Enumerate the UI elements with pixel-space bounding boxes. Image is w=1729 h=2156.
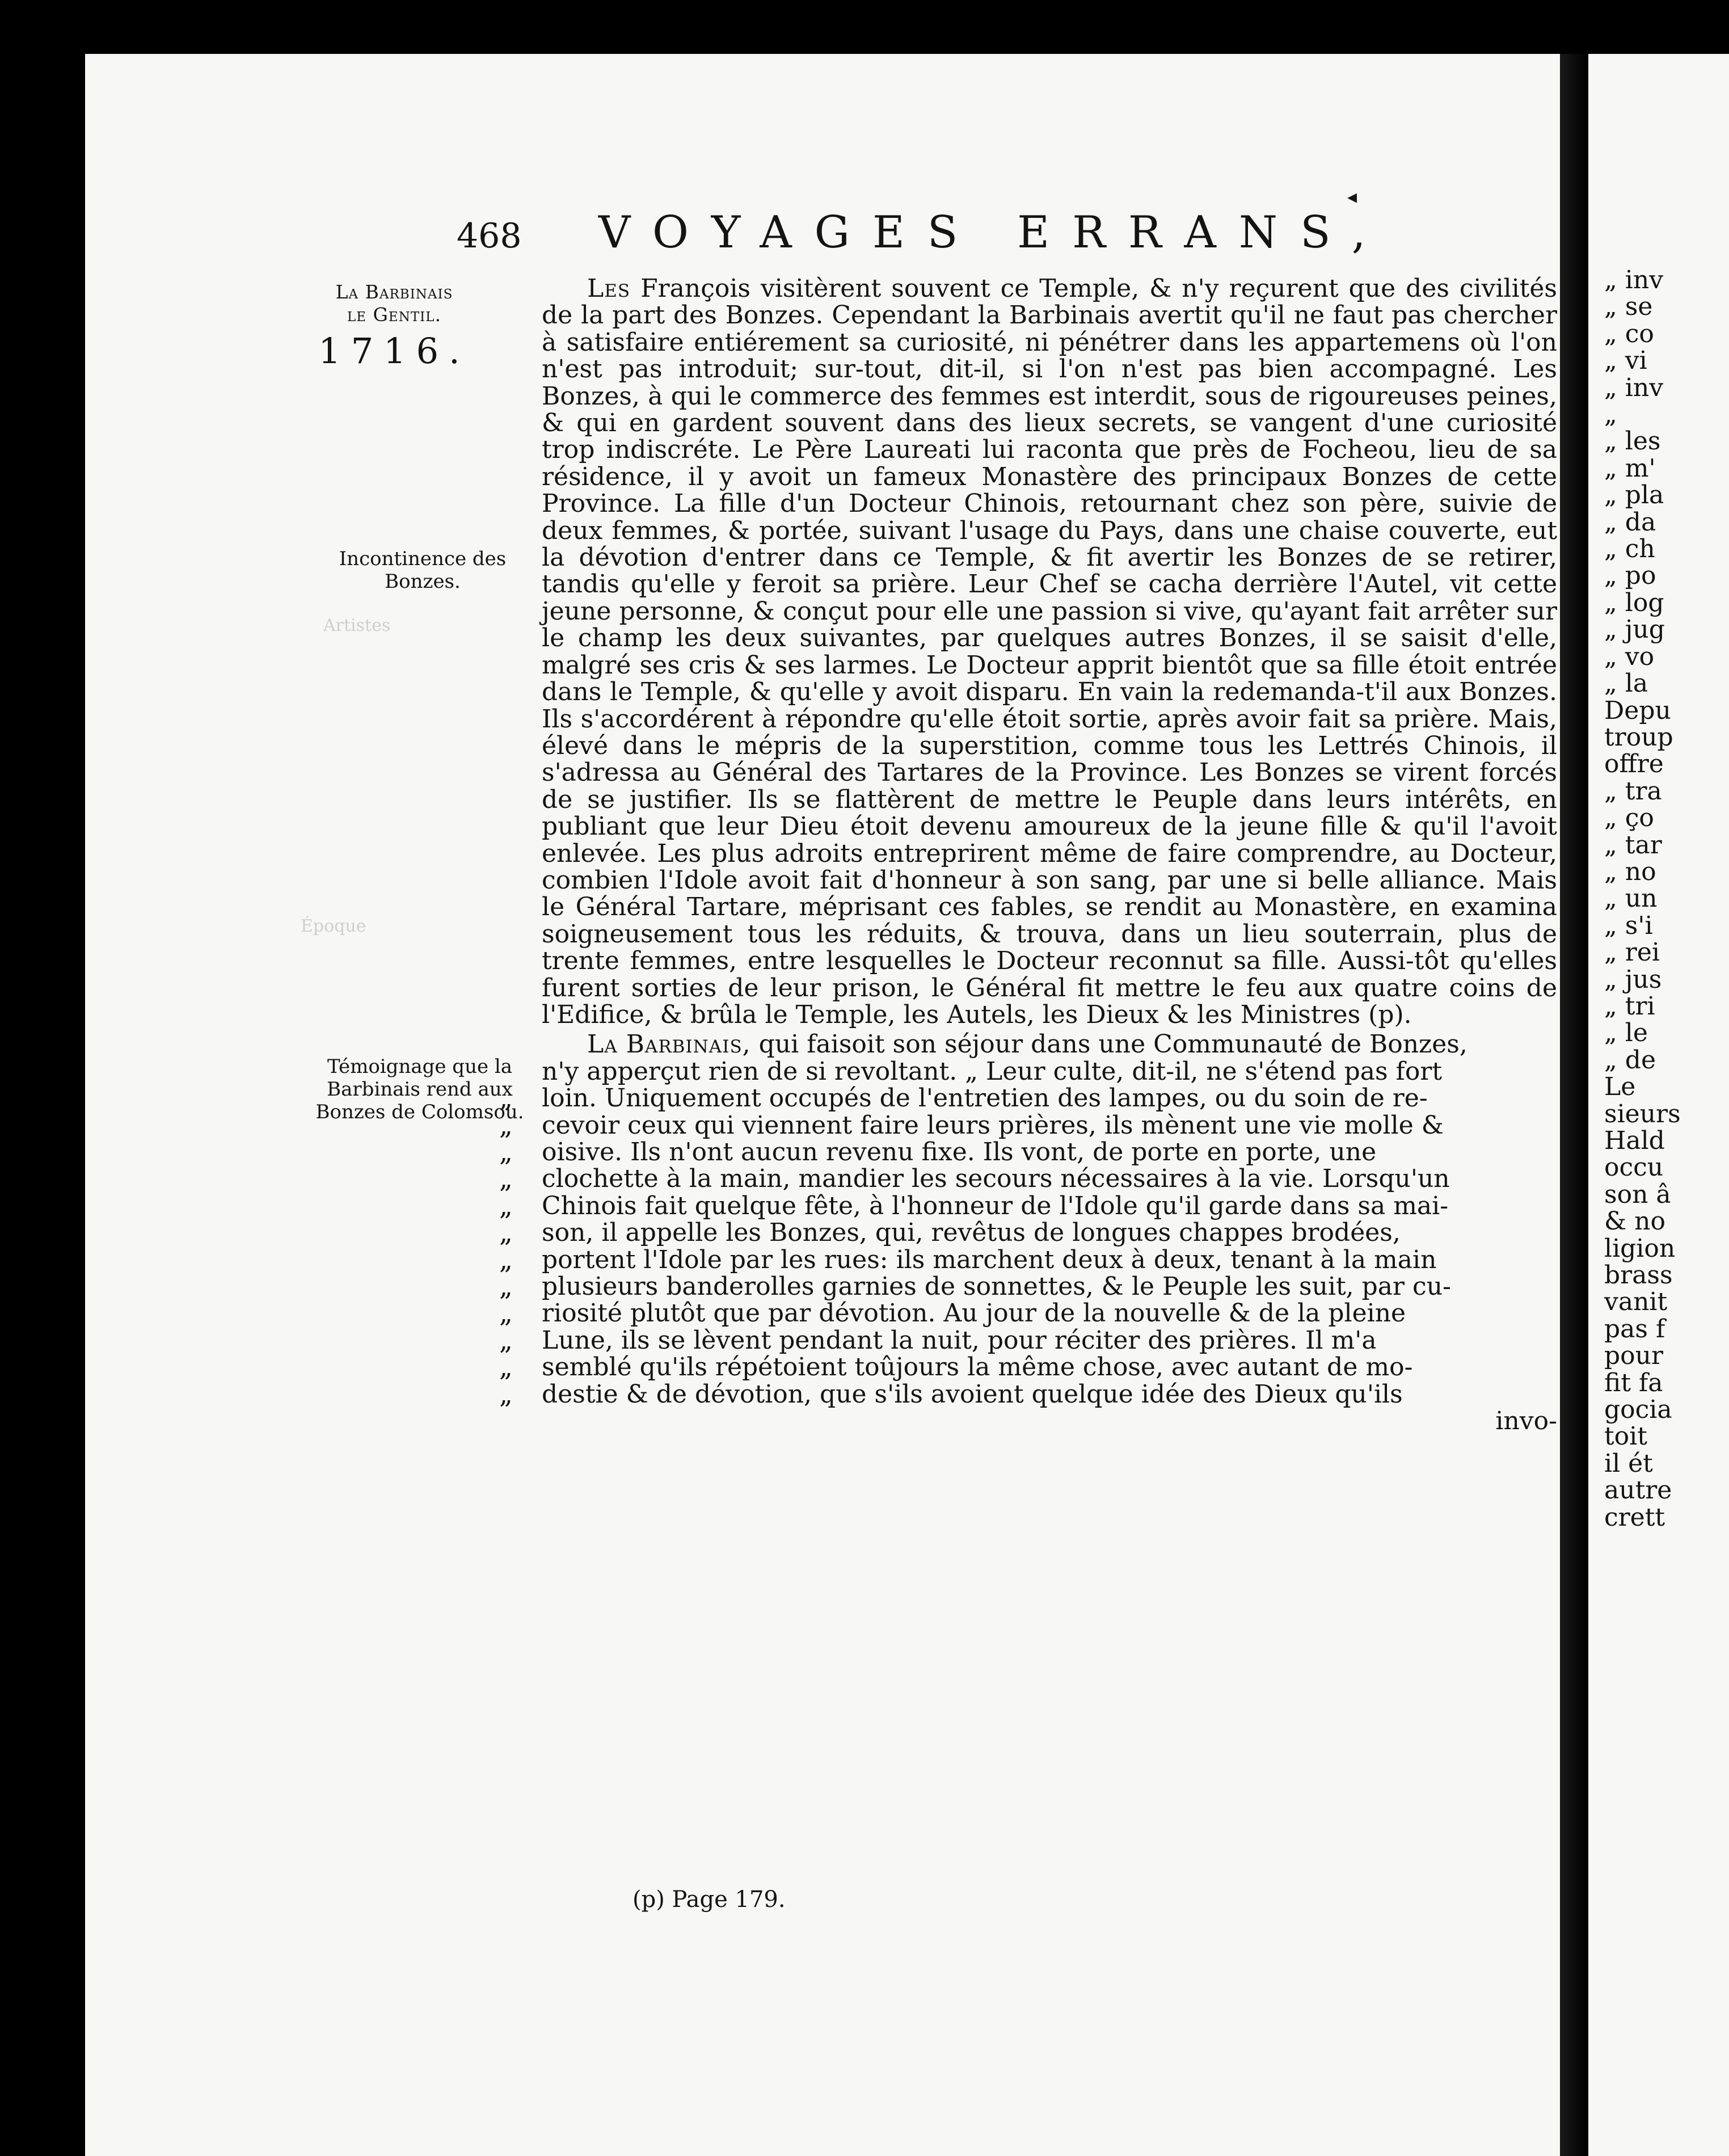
facing-page-line: crett xyxy=(1604,1502,1665,1532)
facing-page-line: Le xyxy=(1604,1072,1636,1102)
facing-page-line: „ rei xyxy=(1604,938,1660,967)
margin-year: 1716. xyxy=(318,330,470,372)
facing-page-line: fit fa xyxy=(1604,1368,1663,1397)
margin-note-incontinence: Incontinence des Bonzes. xyxy=(339,548,507,593)
text-line: „ son, il appelle les Bonzes, qui, revêtus de longues chappes brodées, xyxy=(542,1219,1557,1246)
running-title: VOYAGES ERRANS, xyxy=(598,207,1389,258)
facing-page-line: vanit xyxy=(1604,1287,1668,1317)
facing-page-line: son â xyxy=(1604,1180,1671,1209)
facing-page-line: „ vo xyxy=(1604,642,1655,671)
facing-page-line: „ da xyxy=(1604,507,1656,537)
facing-page-line: Hald xyxy=(1604,1126,1665,1155)
bleed-through-text: Époque xyxy=(301,916,366,936)
footnote: (p) Page 179. xyxy=(632,1887,786,1913)
text-line: n'y apperçut rien de si revoltant. „ Leur culte, dit-il, ne s'étend pas fort xyxy=(542,1056,1443,1086)
paragraph-lead: Les xyxy=(587,274,631,303)
catchword: invo- xyxy=(1495,1407,1557,1436)
facing-page-line: „ tri xyxy=(1604,991,1655,1021)
facing-page-line: „ inv xyxy=(1604,373,1664,402)
page-header xyxy=(85,186,1560,275)
facing-page-line: „ tra xyxy=(1604,776,1662,806)
facing-page-line: pas f xyxy=(1604,1314,1665,1344)
facing-page-line: „ tar xyxy=(1604,830,1662,860)
paragraph-text: François visitèrent souvent ce Temple, & n'y reçurent que des civilités de la part des Bonzes. Cependant la Barbinais avertit qu'il ne faut pas chercher à satisfaire entiérement sa curiosité, ni pénétrer dans les appartemens où l'on n'est pas introduit; sur-tout, dit-il, si l'on n'est pas bien accompagné. Les Bonzes, à qui le commerce des femmes est interdit, sous de rigoureuses peines, & qui en gardent souvent dans des lieux secrets, se vangent d'une curiosité trop indiscréte. Le Père Laureati lui raconta que près de Focheou, lieu de sa résidence, il y avoit un fameux Monastère des principaux Bonzes de cette Province. La fille d'un Docteur Chinois, retournant chez son père, suivie de deux femmes, & portée, suivant l'usage du Pays, dans une chaise couverte, eut la dévotion d'entrer dans ce Temple, & fit avertir les Bonzes de se retirer, tandis qu'elle y feroit sa prière. Leur Chef se cacha derrière l'Autel, vit cette jeune personne, & conçut pour elle une passion si vive, qu'ayant fait arrêter sur le champ les deux suivantes, par quelques autres Bonzes, il se saisit d'elle, malgré ses cris & ses larmes. Le Docteur apprit bientôt que sa fille étoit entrée dans le Temple, & qu'elle y avoit disparu. En vain la redemanda-t'il aux Bonzes. Ils s'accordérent à répondre qu'elle étoit sortie, après avoir fait sa prière. Mais, élevé dans le mépris de la superstition, comme tous les Lettrés Chinois, il s'adressa au Général des Tartares de la Province. Les Bonzes se virent forcés de se justifier. Ils se flattèrent de mettre le Peuple dans leurs intérêts, en publiant que leur Dieu étoit devenu amoureux de la jeune fille & qu'il l'avoit enlevée. Les plus adroits entreprirent même de faire comprendre, au Docteur, combien l'Idole avoit fait d'honneur à son sang, par une si belle alliance. Mais le Général Tartare, méprisant ces fables, se rendit au Monastère, en examina soigneusement tous les réduits, & trouva, dans un lieu souterrain, plus de trente femmes, entre lesquelles le Docteur reconnut sa fille. Aussi-tôt qu'elles furent sorties de leur prison, le Général fit mettre le feu aux quatre coins de l'Edifice, & brûla le Temple, les Autels, les Dieux & les Ministres (p). xyxy=(542,274,1557,1029)
facing-page-line: ligion xyxy=(1604,1233,1676,1263)
facing-page-line: „ jug xyxy=(1604,615,1665,645)
facing-page-line: „ po xyxy=(1604,561,1656,591)
facing-page-line: „ le xyxy=(1604,1018,1648,1048)
facing-page-line: autre xyxy=(1604,1476,1672,1505)
margin-author-surname: le Gentil. xyxy=(347,304,442,326)
facing-page-line: „ se xyxy=(1604,292,1653,322)
facing-page-line: il ét xyxy=(1604,1448,1653,1478)
facing-page-line: Depu xyxy=(1604,696,1671,725)
facing-page-line: „ ch xyxy=(1604,534,1655,564)
facing-page-line: pour xyxy=(1604,1341,1664,1371)
book-gutter xyxy=(1560,54,1588,2156)
ink-mark-icon: ◂ xyxy=(1347,186,1357,208)
facing-page-edge xyxy=(1588,54,1729,2156)
text-line: La Barbinais, qui faisoit son séjour dans une Communauté de Bonzes, xyxy=(587,1030,1467,1059)
margin-note-temoignage: Témoignage que la Barbinais rend aux Bonzes de Colomsou. xyxy=(315,1055,524,1123)
facing-page-line: „ s'i xyxy=(1604,911,1653,940)
main-text xyxy=(542,275,1557,1434)
text-line: „ destie & de dévotion, que s'ils avoient quelque idée des Dieux qu'ils xyxy=(542,1381,1557,1408)
book-page xyxy=(85,54,1560,2156)
facing-page-line: toit xyxy=(1604,1422,1647,1451)
paragraph-temple-story xyxy=(542,275,1557,1028)
facing-page-line: & no xyxy=(1604,1207,1665,1236)
facing-page-line: „ log xyxy=(1604,588,1664,617)
text-line: „ riosité plutôt que par dévotion. Au jour de la nouvelle & de la pleine xyxy=(542,1300,1557,1327)
facing-page-text xyxy=(1604,267,1681,1531)
facing-page-line: „ les xyxy=(1604,427,1661,456)
facing-page-line: „ xyxy=(1604,400,1617,429)
text-line: „ cevoir ceux qui viennent faire leurs prières, ils mènent une vie molle & xyxy=(542,1112,1557,1139)
facing-page-line: „ la xyxy=(1604,669,1648,698)
text-line: „ clochette à la main, mandier les secours nécessaires à la vie. Lorsqu'un xyxy=(542,1165,1557,1192)
facing-page-line: „ ço xyxy=(1604,803,1654,833)
facing-page-line: „ co xyxy=(1604,319,1654,348)
text-line: „ portent l'Idole par les rues: ils marchent deux à deux, tenant à la main xyxy=(542,1247,1557,1273)
text-line: „ loin. Uniquement occupés de l'entretien des lampes, ou du soin de re- xyxy=(542,1085,1557,1111)
facing-page-line: „ jus xyxy=(1604,965,1662,994)
facing-page-line: „ no xyxy=(1604,857,1656,886)
text-line: „ plusieurs banderolles garnies de sonnettes, & le Peuple les suit, par cu- xyxy=(542,1273,1557,1300)
text-line: „ oisive. Ils n'ont aucun revenu fixe. Ils vont, de porte en porte, une xyxy=(542,1139,1557,1165)
paragraph-bonzes-testimony xyxy=(542,1031,1557,1408)
facing-page-line: „ de xyxy=(1604,1045,1656,1075)
paragraph-lead: La Barbinais, xyxy=(587,1030,751,1059)
facing-page-line: brass xyxy=(1604,1261,1673,1290)
bleed-through-text: Artistes xyxy=(323,616,391,635)
text-line: „ Lune, ils se lèvent pendant la nuit, pour réciter des prières. Il m'a xyxy=(542,1327,1557,1354)
text-line: „ Chinois fait quelque fête, à l'honneur de l'Idole qu'il garde dans sa mai- xyxy=(542,1193,1557,1219)
margin-note-author xyxy=(272,281,516,374)
facing-page-line: „ un xyxy=(1604,884,1658,913)
page-number: 468 xyxy=(457,216,522,256)
facing-page-line: troup xyxy=(1604,722,1673,752)
facing-page-line: occu xyxy=(1604,1153,1664,1182)
margin-author-name: La Barbinais xyxy=(335,281,453,303)
facing-page-line: gocia xyxy=(1604,1395,1672,1425)
text-line: „ semblé qu'ils répétoient toûjours la même chose, avec autant de mo- xyxy=(542,1354,1557,1380)
facing-page-line: „ pla xyxy=(1604,481,1664,510)
facing-page-line: „ inv xyxy=(1604,266,1664,294)
facing-page-line: sieurs xyxy=(1604,1099,1681,1128)
facing-page-line: „ vi xyxy=(1604,346,1647,376)
facing-page-line: offre xyxy=(1604,749,1664,779)
facing-page-line: „ m' xyxy=(1604,453,1656,483)
